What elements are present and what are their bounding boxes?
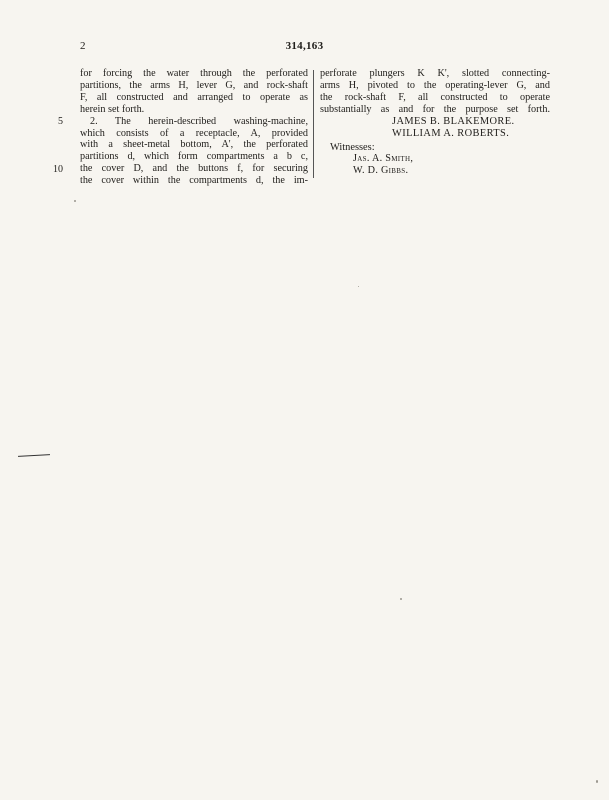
text-line: 2. The herein-described washing-machine, — [90, 115, 308, 127]
scan-speck — [74, 200, 76, 202]
text-line: the cover within the compartments d, the im- — [80, 175, 308, 187]
scan-speck — [400, 598, 402, 600]
patent-number: 314,163 — [285, 40, 324, 52]
inventor-signature-1: JAMES B. BLAKEMORE. — [392, 116, 515, 127]
text-line: the cover D, and the buttons f, for securing — [80, 163, 308, 175]
left-column — [80, 68, 308, 187]
text-line: the rock-shaft F, all constructed to operate — [320, 91, 550, 103]
text-line: partitions d, which form compartments a b c, — [80, 151, 308, 163]
scan-speck — [358, 286, 359, 287]
text-line: herein set forth. — [80, 103, 145, 115]
inventor-signature-2: WILLIAM A. ROBERTS. — [392, 128, 510, 139]
witness-signature-2: W. D. Gibbs. — [353, 165, 409, 176]
text-line: which consists of a receptacle, A, provided — [80, 127, 308, 139]
text-line: perforate plungers K K', slotted connecting- — [320, 68, 550, 79]
witness-signature-1: Jas. A. Smith, — [353, 153, 414, 164]
text-line: for forcing the water through the perforated — [80, 68, 308, 79]
text-line: arms H, pivoted to the operating-lever G, and — [320, 79, 550, 91]
line-number-5: 5 — [58, 116, 63, 127]
line-number-10: 10 — [53, 164, 63, 175]
page-number: 2 — [80, 40, 86, 52]
text-line: with a sheet-metal bottom, A', the perforated — [80, 139, 308, 151]
text-line: F, all constructed and arranged to operate as — [80, 91, 308, 103]
column-divider — [313, 70, 314, 178]
witnesses-label: Witnesses: — [330, 142, 375, 153]
text-line: partitions, the arms H, lever G, and rock-shaft — [80, 79, 308, 91]
right-column — [320, 68, 550, 116]
text-line: substantially as and for the purpose set forth. — [320, 103, 550, 115]
scan-speck — [596, 780, 598, 783]
scan-artifact-stroke — [18, 454, 50, 457]
